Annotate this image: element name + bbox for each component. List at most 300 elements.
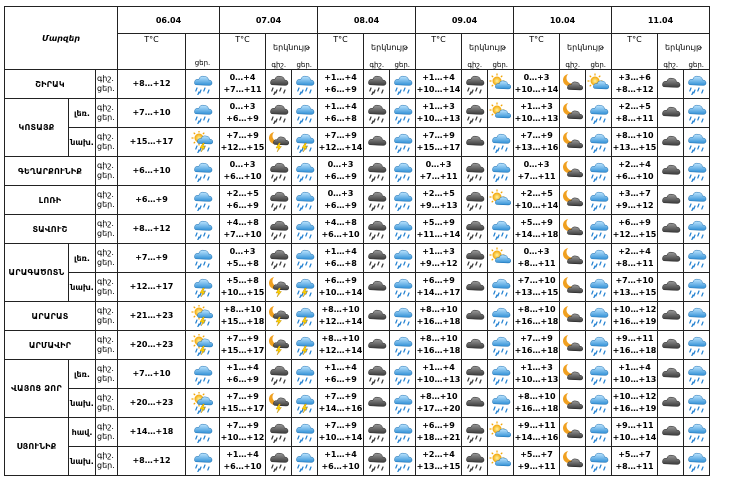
temperature-cell	[318, 99, 364, 128]
weather-icon-cell	[684, 418, 710, 447]
rain-cloud-icon	[391, 392, 415, 414]
weather-icon-cell	[266, 302, 292, 331]
weather-icon-cell	[658, 70, 684, 99]
dark-rain-icon	[267, 160, 291, 182]
dark-rain-icon	[365, 218, 389, 240]
rain-cloud-icon	[587, 421, 611, 443]
rain-cloud-icon	[685, 363, 709, 385]
temperature-cell	[318, 389, 364, 418]
night-temperature: +1…+3	[520, 102, 553, 111]
weather-icon-cell	[390, 331, 416, 360]
dark-rain-icon	[365, 73, 389, 95]
rain-cloud-icon	[685, 189, 709, 211]
weather-icon-cell	[462, 418, 488, 447]
weather-icon-cell	[390, 99, 416, 128]
temperature-cell	[118, 447, 186, 476]
night-temperature: +7…+9	[324, 392, 357, 401]
rain-cloud-icon	[391, 189, 415, 211]
day-temperature: +10…+13	[514, 375, 559, 384]
night-label: գիշ.	[97, 74, 114, 83]
temp-column-header: T°C	[416, 34, 462, 70]
weather-icon-cell	[266, 128, 292, 157]
rain-cloud-icon	[391, 421, 415, 443]
night-temperature: +7…+10	[517, 276, 556, 285]
night-temperature: +7…+9	[520, 131, 553, 140]
night-temperature: +7…+10	[615, 276, 654, 285]
zone-label: նախ.	[69, 389, 96, 418]
dark-rain-icon	[463, 160, 487, 182]
night-temperature: +2…+5	[226, 189, 259, 198]
region-row	[5, 244, 710, 273]
weather-icon-cell	[292, 70, 318, 99]
weather-icon-cell	[266, 418, 292, 447]
rain-cloud-icon	[191, 102, 215, 124]
day-temperature: +15…+17	[220, 346, 265, 355]
moon-storm-icon	[267, 305, 291, 327]
rain-cloud-icon	[587, 276, 611, 298]
rain-cloud-icon	[685, 73, 709, 95]
weather-icon-cell	[364, 215, 390, 244]
sky-column-header	[364, 34, 416, 70]
weather-icon-cell	[266, 389, 292, 418]
grey-cloud-icon	[463, 392, 487, 414]
rain-cloud-icon	[489, 276, 513, 298]
region-row	[5, 70, 710, 99]
day-temperature: +6…+9	[226, 375, 259, 384]
day-temperature: +6…+9	[135, 195, 168, 204]
grey-cloud-icon	[659, 189, 683, 211]
night-label: գիշ.	[97, 132, 114, 141]
storm-cloud-icon	[293, 334, 317, 356]
region-row	[5, 273, 710, 302]
rain-cloud-icon	[293, 160, 317, 182]
night-temperature: +1…+4	[422, 363, 455, 372]
night-temperature: +1…+4	[226, 450, 259, 459]
night-temperature: +2…+4	[618, 160, 651, 169]
night-label: գիշ.	[97, 103, 114, 112]
temp-column-header: T°C	[318, 34, 364, 70]
rain-cloud-icon	[685, 102, 709, 124]
temperature-cell	[612, 447, 658, 476]
rain-cloud-icon	[685, 421, 709, 443]
weather-icon-cell	[462, 273, 488, 302]
weather-icon-cell	[684, 128, 710, 157]
rain-cloud-icon	[391, 73, 415, 95]
weather-icon-cell	[390, 273, 416, 302]
weather-icon-cell	[266, 244, 292, 273]
dark-rain-icon	[365, 160, 389, 182]
day-temperature: +11…+14	[416, 230, 461, 239]
weather-icon-cell	[684, 157, 710, 186]
weather-icon-cell	[488, 418, 514, 447]
night-temperature: +8…+10	[517, 392, 556, 401]
grey-cloud-icon	[659, 73, 683, 95]
time-of-day-labels	[96, 360, 118, 389]
rain-cloud-icon	[391, 276, 415, 298]
day-temperature: +21…+23	[129, 311, 174, 320]
weather-icon-cell	[364, 360, 390, 389]
moon-cloud-icon	[561, 160, 585, 182]
temperature-cell	[318, 128, 364, 157]
rain-cloud-icon	[685, 276, 709, 298]
temperature-cell	[318, 70, 364, 99]
night-temperature: +9…+11	[517, 421, 556, 430]
weather-icon-cell	[560, 360, 586, 389]
region-name: ԱՐԱՐԱՏ	[5, 302, 96, 331]
rain-cloud-icon	[191, 218, 215, 240]
day-temperature: +6…+8	[324, 114, 357, 123]
weather-icon-cell	[586, 331, 612, 360]
weather-icon-cell	[658, 418, 684, 447]
night-temperature: +8…+10	[419, 305, 458, 314]
dark-rain-icon	[267, 247, 291, 269]
sky-column-header	[560, 34, 612, 70]
weather-icon-cell	[658, 244, 684, 273]
weather-icon-cell	[684, 447, 710, 476]
night-label: գիշ.	[467, 61, 483, 69]
weather-icon-cell	[560, 389, 586, 418]
day-label: ցեր.	[97, 345, 115, 354]
day-temperature: +16…+18	[514, 404, 559, 413]
temperature-cell	[220, 302, 266, 331]
region-name: ԱՐԱԳԱԾՈՏՆ	[5, 244, 69, 302]
date-header: 10.04	[514, 7, 612, 34]
day-temperature: +6…+9	[226, 201, 259, 210]
night-temperature: +1…+4	[226, 363, 259, 372]
day-temperature: +10…+14	[318, 433, 363, 442]
day-temperature: +8…+11	[615, 462, 654, 471]
weather-icon-cell	[488, 389, 514, 418]
temperature-cell	[318, 215, 364, 244]
weather-icon-cell	[462, 331, 488, 360]
date-header: 06.04	[118, 7, 220, 34]
dark-rain-icon	[267, 450, 291, 472]
moon-cloud-icon	[561, 102, 585, 124]
sun-storm-icon	[191, 392, 215, 414]
weather-icon-cell	[658, 302, 684, 331]
temperature-cell	[514, 360, 560, 389]
temperature-cell	[514, 418, 560, 447]
night-temperature: 0…+3	[523, 73, 550, 82]
weather-icon-cell	[266, 99, 292, 128]
day-temperature: +7…+10	[132, 369, 171, 378]
grey-cloud-icon	[659, 276, 683, 298]
rain-cloud-icon	[391, 334, 415, 356]
night-temperature: 0…+3	[425, 160, 452, 169]
weather-icon-cell	[560, 128, 586, 157]
temperature-cell	[612, 186, 658, 215]
day-temperature: +13…+15	[612, 288, 657, 297]
weather-icon-cell	[292, 157, 318, 186]
weather-icon-cell	[586, 70, 612, 99]
temperature-cell	[118, 244, 186, 273]
night-temperature: +4…+8	[324, 218, 357, 227]
grey-cloud-icon	[659, 305, 683, 327]
weather-icon-cell	[658, 128, 684, 157]
moon-storm-icon	[267, 276, 291, 298]
day-temperature: +15…+17	[220, 404, 265, 413]
day-label: ցեր.	[97, 229, 115, 238]
rain-cloud-icon	[391, 160, 415, 182]
zone-label: նախ.	[69, 273, 96, 302]
time-of-day-labels	[96, 157, 118, 186]
weather-icon-cell	[364, 128, 390, 157]
weather-icon-cell	[186, 418, 220, 447]
weather-icon-cell	[390, 186, 416, 215]
day-temperature: +14…+16	[318, 404, 363, 413]
dark-rain-icon	[267, 218, 291, 240]
night-temperature: +1…+3	[422, 102, 455, 111]
night-temperature: +6…+9	[422, 276, 455, 285]
day-column-header: ցեր.	[186, 34, 220, 70]
weather-icon-cell	[364, 186, 390, 215]
weather-icon-cell	[186, 99, 220, 128]
night-label: գիշ.	[565, 61, 581, 69]
weather-icon-cell	[684, 186, 710, 215]
date-header: 11.04	[612, 7, 710, 34]
weather-icon-cell	[266, 215, 292, 244]
storm-cloud-icon	[293, 131, 317, 153]
day-temperature: +7…+11	[419, 172, 458, 181]
temperature-cell	[318, 244, 364, 273]
temperature-cell	[318, 447, 364, 476]
day-label: ցեր.	[97, 432, 115, 441]
temperature-cell	[514, 128, 560, 157]
grey-cloud-icon	[365, 392, 389, 414]
day-temperature: +6…+9	[324, 85, 357, 94]
region-row	[5, 331, 710, 360]
weather-icon-cell	[586, 128, 612, 157]
grey-cloud-icon	[659, 363, 683, 385]
night-label: գիշ.	[97, 364, 114, 373]
sun-storm-icon	[191, 334, 215, 356]
night-temperature: +9…+11	[615, 421, 654, 430]
day-temperature: +6…+8	[324, 259, 357, 268]
day-temperature: +6…+9	[226, 114, 259, 123]
day-temperature: +10…+14	[514, 201, 559, 210]
weather-icon-cell	[292, 273, 318, 302]
weather-icon-cell	[488, 186, 514, 215]
night-temperature: +7…+9	[324, 421, 357, 430]
moon-cloud-icon	[561, 131, 585, 153]
time-of-day-labels	[96, 447, 118, 476]
weather-icon-cell	[560, 244, 586, 273]
rain-cloud-icon	[293, 363, 317, 385]
weather-icon-cell	[266, 70, 292, 99]
day-temperature: +12…+15	[612, 230, 657, 239]
moon-cloud-icon	[561, 334, 585, 356]
night-temperature: +3…+6	[618, 73, 651, 82]
moon-cloud-icon	[561, 392, 585, 414]
weather-icon-cell	[266, 331, 292, 360]
weather-icon-cell	[364, 273, 390, 302]
night-label: գիշ.	[97, 306, 114, 315]
weather-icon-cell	[364, 157, 390, 186]
weather-icon-cell	[560, 447, 586, 476]
day-temperature: +17…+20	[416, 404, 461, 413]
day-temperature: +6…+9	[324, 201, 357, 210]
weather-icon-cell	[390, 302, 416, 331]
day-temperature: +9…+12	[419, 259, 458, 268]
region-row	[5, 99, 710, 128]
dark-rain-icon	[365, 247, 389, 269]
dark-rain-icon	[267, 189, 291, 211]
weather-icon-cell	[292, 447, 318, 476]
temperature-cell	[118, 186, 186, 215]
grey-cloud-icon	[365, 305, 389, 327]
rain-cloud-icon	[587, 450, 611, 472]
weather-icon-cell	[364, 70, 390, 99]
time-of-day-labels	[96, 273, 118, 302]
weather-icon-cell	[560, 70, 586, 99]
temperature-cell	[612, 128, 658, 157]
temperature-cell	[416, 70, 462, 99]
temperature-cell	[612, 389, 658, 418]
weather-icon-cell	[586, 244, 612, 273]
weather-icon-cell	[488, 273, 514, 302]
night-temperature: +8…+10	[419, 392, 458, 401]
day-temperature: +8…+11	[615, 259, 654, 268]
night-temperature: +7…+9	[226, 392, 259, 401]
night-temperature: +8…+10	[615, 131, 654, 140]
day-temperature: +9…+13	[419, 201, 458, 210]
weather-icon-cell	[186, 331, 220, 360]
night-temperature: +2…+5	[422, 189, 455, 198]
weather-icon-cell	[488, 215, 514, 244]
rain-cloud-icon	[191, 160, 215, 182]
weather-icon-cell	[266, 360, 292, 389]
grey-cloud-icon	[365, 131, 389, 153]
date-header: 08.04	[318, 7, 416, 34]
night-label: գիշ.	[271, 61, 287, 69]
day-temperature: +10…+12	[220, 433, 265, 442]
night-temperature: +7…+9	[226, 334, 259, 343]
storm-cloud-icon	[293, 392, 317, 414]
weather-icon-cell	[684, 215, 710, 244]
night-temperature: 0…+3	[327, 160, 354, 169]
temperature-cell	[612, 244, 658, 273]
weather-icon-cell	[390, 360, 416, 389]
day-temperature: +14…+16	[514, 433, 559, 442]
weather-icon-cell	[292, 186, 318, 215]
temperature-cell	[612, 273, 658, 302]
day-label: ցեր.	[492, 61, 509, 69]
night-temperature: +4…+8	[226, 218, 259, 227]
day-label: ցեր.	[97, 461, 115, 470]
region-row	[5, 447, 710, 476]
rain-cloud-icon	[391, 247, 415, 269]
dark-rain-icon	[365, 450, 389, 472]
rain-cloud-icon	[391, 305, 415, 327]
temperature-cell	[612, 157, 658, 186]
region-row	[5, 186, 710, 215]
sky-column-header	[658, 34, 710, 70]
temperature-cell	[318, 273, 364, 302]
day-temperature: +10…+14	[612, 433, 657, 442]
day-temperature: +6…+10	[321, 230, 360, 239]
region-name: ՏԱՎՈՒՇ	[5, 215, 96, 244]
weather-icon-cell	[266, 273, 292, 302]
time-of-day-labels	[96, 389, 118, 418]
day-temperature: +9…+12	[615, 201, 654, 210]
temperature-cell	[118, 99, 186, 128]
weather-icon-cell	[560, 215, 586, 244]
rain-cloud-icon	[191, 363, 215, 385]
rain-cloud-icon	[587, 305, 611, 327]
zone-label: նախ.	[69, 128, 96, 157]
rain-cloud-icon	[191, 247, 215, 269]
night-temperature: +5…+7	[618, 450, 651, 459]
region-name: ԳԵՂԱՐՔՈՒՆԻՔ	[5, 157, 96, 186]
region-row	[5, 128, 710, 157]
weather-icon-cell	[488, 99, 514, 128]
region-row	[5, 302, 710, 331]
day-label: ցեր.	[97, 287, 115, 296]
grey-cloud-icon	[365, 334, 389, 356]
day-temperature: +16…+18	[416, 346, 461, 355]
time-of-day-labels	[96, 70, 118, 99]
weather-icon-cell	[364, 447, 390, 476]
temperature-cell	[514, 273, 560, 302]
region-name: ԱՐՄԱՎԻՐ	[5, 331, 96, 360]
forecast-table-wrapper	[4, 6, 710, 476]
day-temperature: +16…+18	[514, 346, 559, 355]
dark-rain-icon	[463, 450, 487, 472]
grey-cloud-icon	[463, 334, 487, 356]
rain-cloud-icon	[391, 131, 415, 153]
day-label: ցեր.	[394, 61, 411, 69]
rain-cloud-icon	[489, 131, 513, 153]
dark-rain-icon	[463, 73, 487, 95]
time-of-day-labels	[96, 302, 118, 331]
day-temperature: +15…+17	[416, 143, 461, 152]
night-temperature: +1…+4	[324, 247, 357, 256]
weather-icon-cell	[186, 128, 220, 157]
region-row	[5, 360, 710, 389]
region-row	[5, 157, 710, 186]
rain-cloud-icon	[391, 102, 415, 124]
zone-label: լեռ.	[69, 360, 96, 389]
day-label: ցեր.	[97, 84, 115, 93]
weather-icon-cell	[462, 70, 488, 99]
weather-icon-cell	[488, 244, 514, 273]
day-temperature: +8…+11	[517, 259, 556, 268]
rain-cloud-icon	[685, 131, 709, 153]
forecast-table	[4, 6, 710, 476]
night-label: գիշ.	[97, 248, 114, 257]
temperature-cell	[220, 360, 266, 389]
weather-icon-cell	[488, 157, 514, 186]
day-temperature: +14…+18	[129, 427, 174, 436]
rain-cloud-icon	[587, 392, 611, 414]
temp-column-header: T°C	[220, 34, 266, 70]
rain-cloud-icon	[293, 450, 317, 472]
weather-icon-cell	[462, 360, 488, 389]
day-label: ցեր.	[590, 61, 607, 69]
rain-cloud-icon	[293, 73, 317, 95]
time-of-day-labels	[96, 215, 118, 244]
sun-cloud-icon	[489, 421, 513, 443]
day-temperature: +10…+13	[514, 114, 559, 123]
day-temperature: +5…+8	[226, 259, 259, 268]
weather-icon-cell	[684, 389, 710, 418]
temperature-cell	[118, 360, 186, 389]
weather-icon-cell	[292, 360, 318, 389]
temperature-cell	[220, 157, 266, 186]
weather-icon-cell	[586, 99, 612, 128]
temperature-cell	[318, 418, 364, 447]
rain-cloud-icon	[489, 363, 513, 385]
